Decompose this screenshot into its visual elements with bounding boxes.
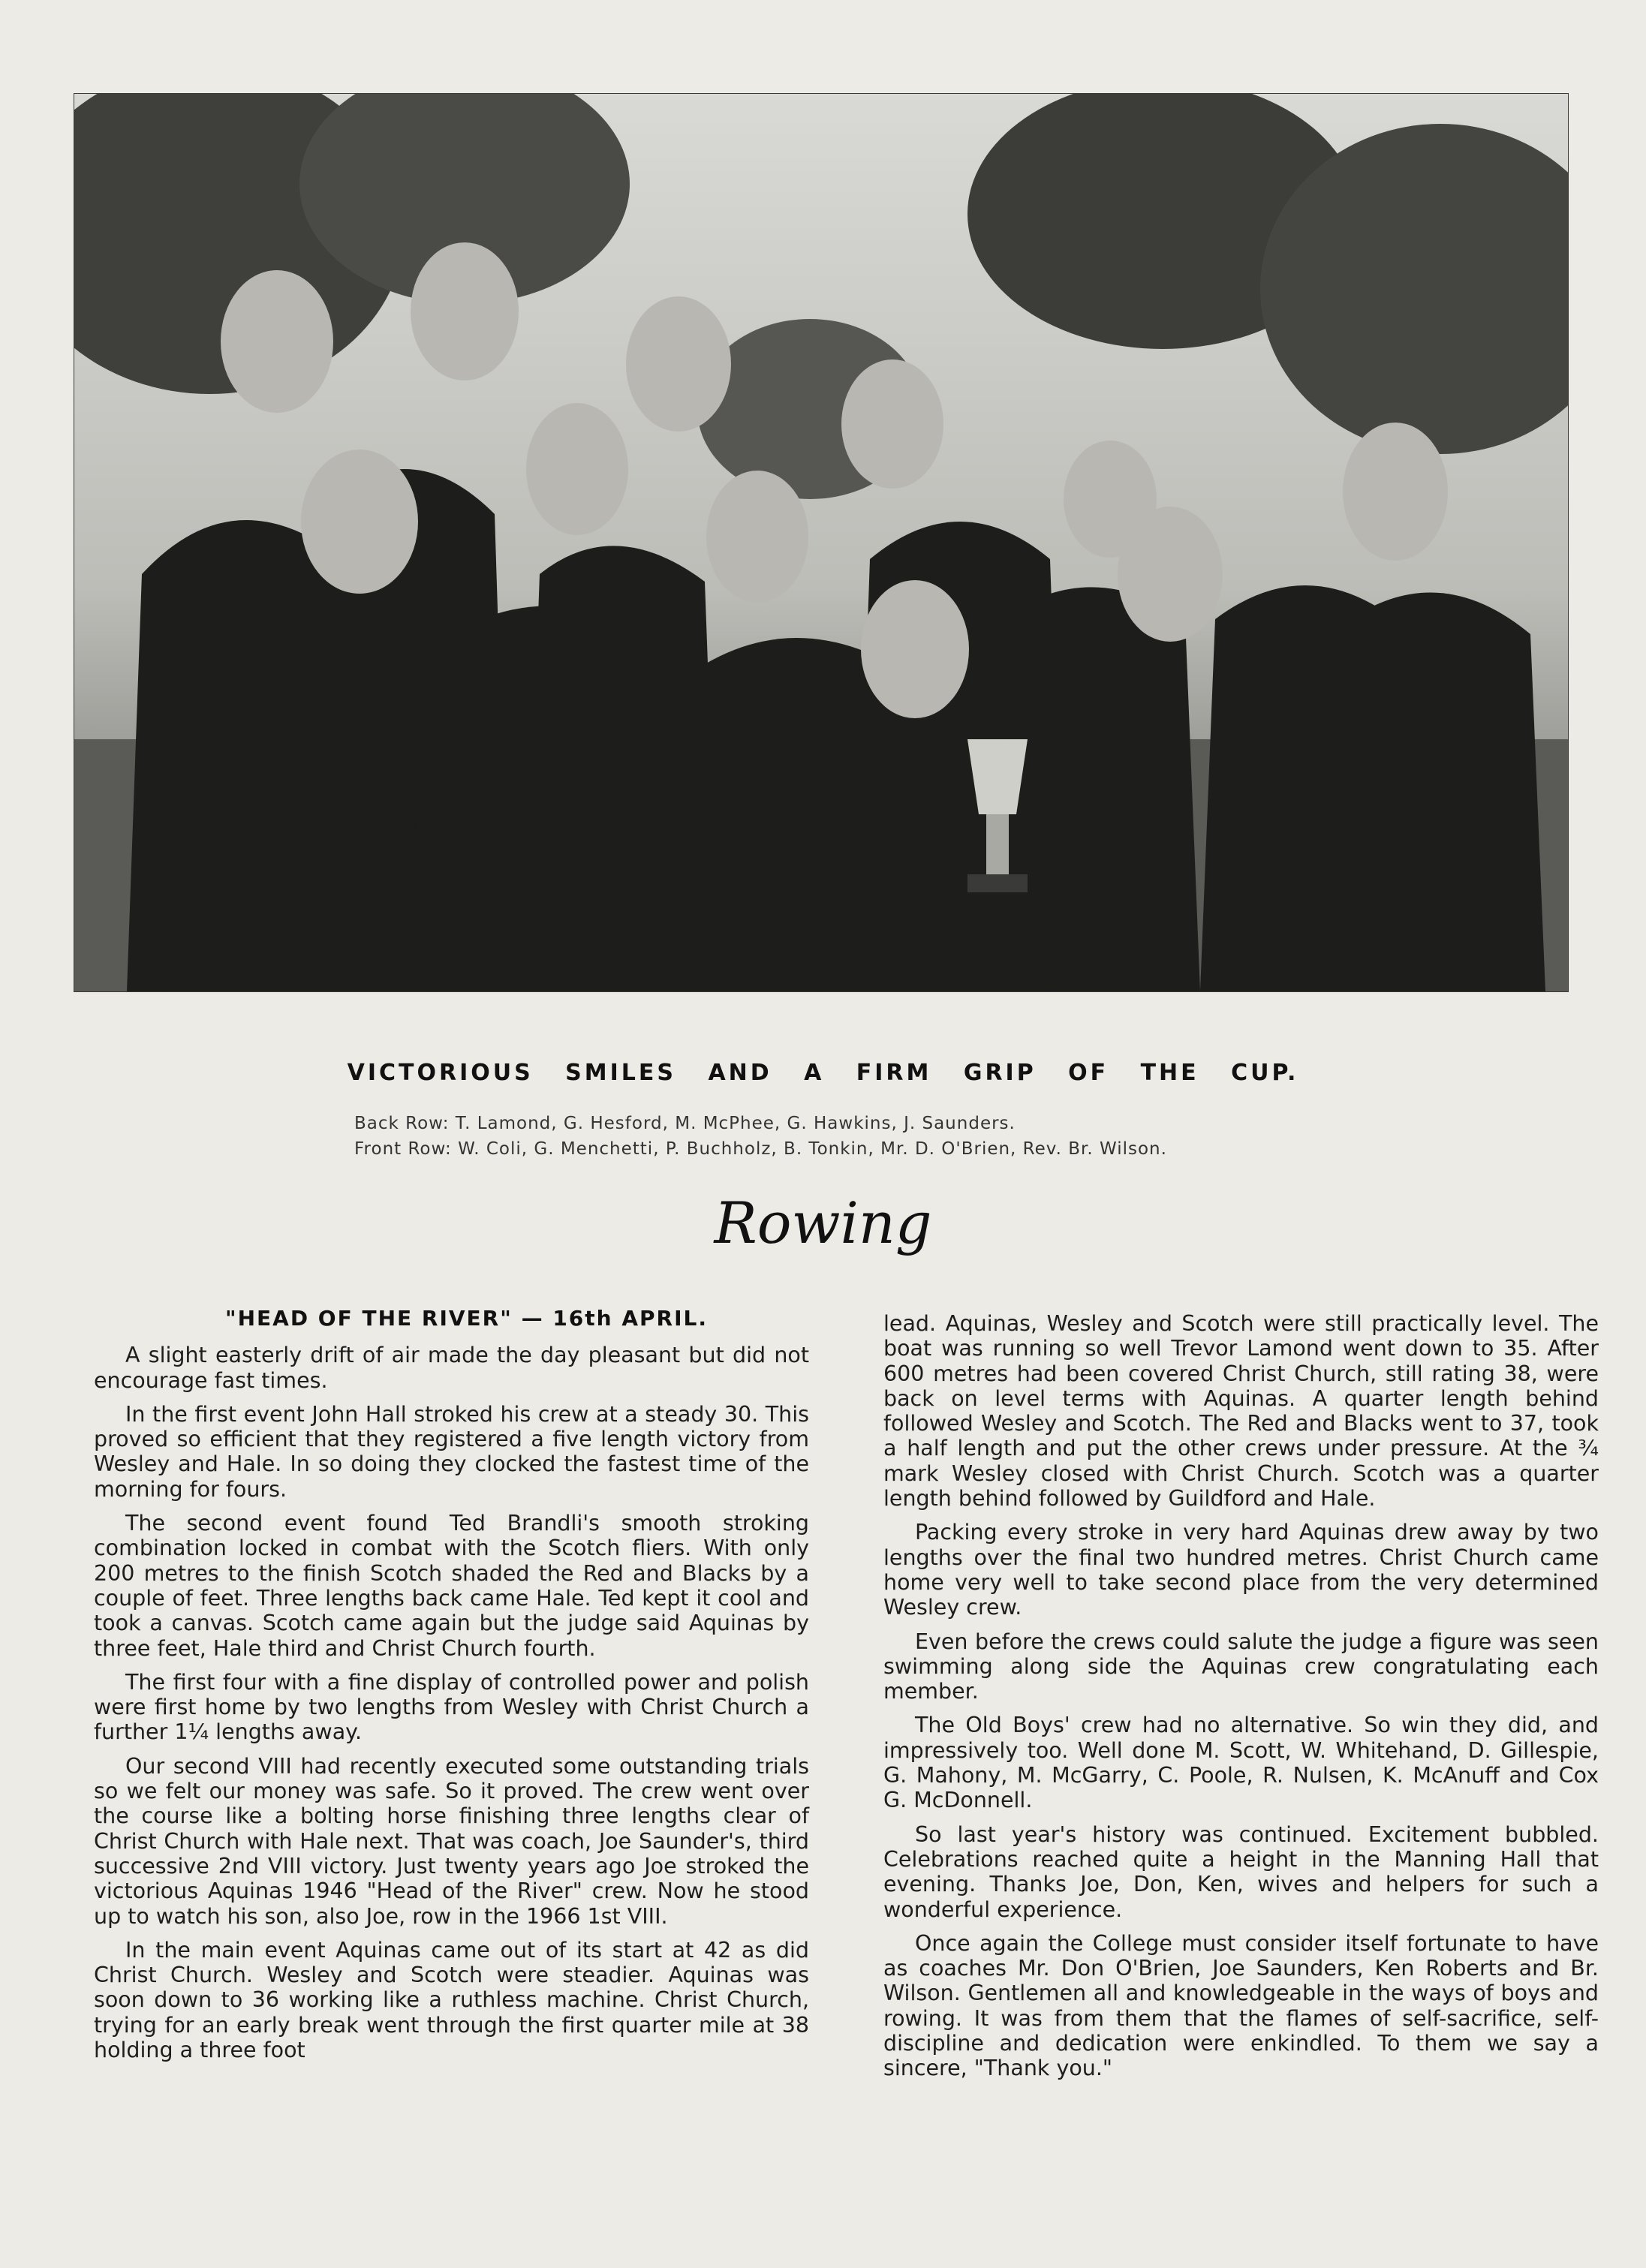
- article-paragraph: Packing every stroke in very hard Aquinas drew away by two lengths over the final two hundred metres. Christ Church came home very well to take second place from the very determined Wesley crew.: [883, 1520, 1599, 1620]
- team-photo-icon: [74, 94, 1568, 991]
- article-heading: "HEAD OF THE RIVER" — 16th APRIL.: [225, 1306, 708, 1331]
- article-paragraph: Our second VIII had recently executed some outstanding trials so we felt our money was safe. So it proved. The crew went over the course like a bolting horse finishing three lengths clear of Christ Church with Hale next. That was coach, Joe Saunder's, third successive 2nd VIII victory. Just twenty years ago Joe stroked the victorious Aquinas 1946 "Head of the River" crew. Now he stood up to watch his son, also Joe, row in the 1966 1st VIII.: [94, 1753, 809, 1929]
- article-paragraph: The Old Boys' crew had no alternative. So win they did, and impressively too. Well done M. Scott, W. Whitehand, D. Gillespie, G. Mahony, M. McGarry, C. Poole, R. Nulsen, K. McAnuff and Cox G. McDonnell.: [883, 1713, 1599, 1813]
- caption-back-row: Back Row: T. Lamond, G. Hesford, M. McPhee, G. Hawkins, J. Saunders.: [354, 1114, 1016, 1133]
- article-paragraph: In the first event John Hall stroked his crew at a steady 30. This proved so efficient that they registered a five length victory from Wesley and Hale. In so doing they clocked the fastest time of the morning for fours.: [94, 1401, 809, 1502]
- article-paragraph: The second event found Ted Brandli's smooth stroking combination locked in combat with the Scotch fliers. With only 200 metres to the finish Scotch shaded the Red and Blacks by a couple of feet. Three lengths back came Hale. Ted kept it cool and took a canvas. Scotch came again but the judge said Aquinas by three feet, Hale third and Christ Church fourth.: [94, 1511, 809, 1661]
- team-photo: [74, 93, 1569, 992]
- article-paragraph: lead. Aquinas, Wesley and Scotch were still practically level. The boat was running so well Trevor Lamond went down to 35. After 600 metres had been covered Christ Church, still rating 38, were back on level terms with Aquinas. A quarter length behind followed Wesley and Scotch. The Red and Blacks went to 37, took a half length and put the other crews under pressure. At the ¾ mark Wesley closed with Christ Church. Scotch was a quarter length behind followed by Guildford and Hale.: [883, 1311, 1599, 1511]
- section-title: Rowing: [714, 1190, 932, 1256]
- photo-caption-title: VICTORIOUS SMILES AND A FIRM GRIP OF THE CUP.: [347, 1060, 1299, 1086]
- article-paragraph: So last year's history was continued. Excitement bubbled. Celebrations reached quite a height in the Manning Hall that evening. Thanks Joe, Don, Ken, wives and helpers for such a wonderful experience.: [883, 1821, 1599, 1922]
- article-paragraph: Even before the crews could salute the judge a figure was seen swimming along side the Aquinas crew congratulating each member.: [883, 1629, 1599, 1704]
- article-paragraph: Once again the College must consider itself fortunate to have as coaches Mr. Don O'Brien, Joe Saunders, Ken Roberts and Br. Wilson. Gentlemen all and knowledgeable in the ways of boys and rowing. It was from them that the flames of self-sacrifice, self-discipline and dedication were enkindled. To them we say a sincere, "Thank you.": [883, 1930, 1599, 2081]
- article-paragraph: In the main event Aquinas came out of its start at 42 as did Christ Church. Wesley and Scotch were steadier. Aquinas was soon down to 36 working like a ruthless machine. Christ Church, trying for an early break went through the first quarter mile at 38 holding a three foot: [94, 1937, 809, 2063]
- article-paragraph: The first four with a fine display of controlled power and polish were first home by two lengths from Wesley with Christ Church a further 1¼ lengths away.: [94, 1669, 809, 1745]
- photo-caption-names: [354, 1111, 1405, 1162]
- article-column-right: [883, 1311, 1599, 2090]
- caption-front-row: Front Row: W. Coli, G. Menchetti, P. Buchholz, B. Tonkin, Mr. D. O'Brien, Rev. Br. Wilson.: [354, 1139, 1167, 1159]
- article-paragraph: A slight easterly drift of air made the day pleasant but did not encourage fast times.: [94, 1343, 809, 1393]
- article-column-left: [94, 1306, 809, 2071]
